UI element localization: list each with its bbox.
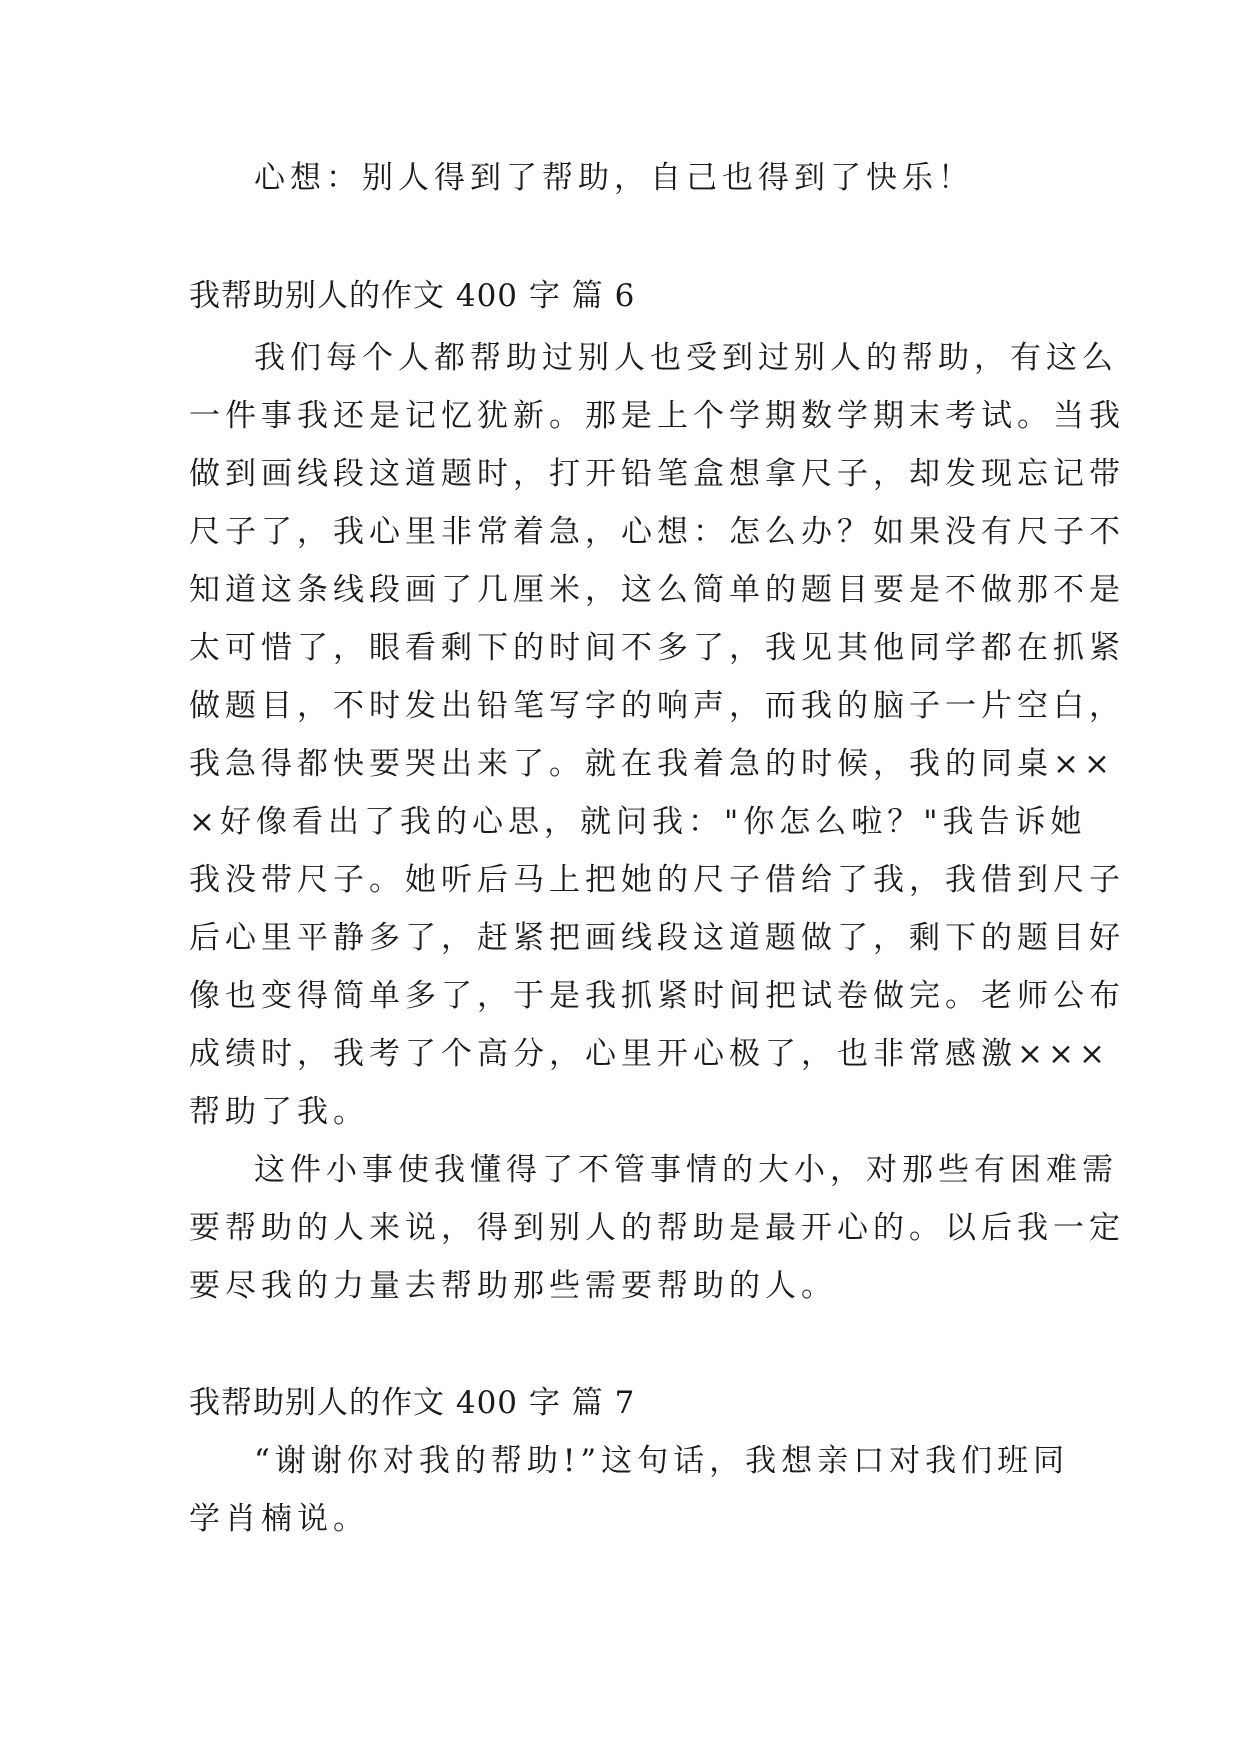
paragraph-line: 要尽我的力量去帮助那些需要帮助的人。 [189,1268,837,1304]
paragraph-line: 做题目，不时发出铅笔写字的响声，而我的脑子一片空白， [189,688,1125,724]
paragraph-line: 这件小事使我懂得了不管事情的大小，对那些有困难需 [254,1152,1118,1188]
paragraph-line: 尺子了，我心里非常着急，心想：怎么办？如果没有尺子不 [189,514,1125,550]
paragraph-line: 做到画线段这道题时，打开铅笔盒想拿尺子，却发现忘记带 [189,456,1125,492]
paragraph-line: 我急得都快要哭出来了。就在我着急的时候，我的同桌×× [189,746,1115,782]
paragraph-line: 帮助了我。 [189,1094,369,1130]
section-heading: 我帮助别人的作文 400 字 篇 7 [189,1385,636,1421]
paragraph-line: “谢谢你对我的帮助!”这句话，我想亲口对我们班同 [254,1443,1070,1479]
paragraph-line: 太可惜了，眼看剩下的时间不多了，我见其他同学都在抓紧 [189,630,1125,666]
paragraph-line: ×好像看出了我的心思，就问我："你怎么啦？"我告诉她 [189,804,1087,840]
paragraph-line: 成绩时，我考了个高分，心里开心极了，也非常感激××× [189,1036,1110,1072]
paragraph-line: 像也变得简单多了，于是我抓紧时间把试卷做完。老师公布 [189,978,1125,1014]
paragraph-line: 后心里平静多了，赶紧把画线段这道题做了，剩下的题目好 [189,920,1125,956]
paragraph-line: 学肖楠说。 [189,1501,369,1537]
paragraph-line: 我没带尺子。她听后马上把她的尺子借给了我，我借到尺子 [189,862,1125,898]
paragraph-line: 我们每个人都帮助过别人也受到过别人的帮助，有这么 [254,340,1118,376]
paragraph-line: 知道这条线段画了几厘米，这么简单的题目要是不做那不是 [189,572,1125,608]
paragraph-line: 要帮助的人来说，得到别人的帮助是最开心的。以后我一定 [189,1210,1125,1246]
paragraph-line: 心想：别人得到了帮助，自己也得到了快乐！ [254,160,974,196]
section-heading: 我帮助别人的作文 400 字 篇 6 [189,278,636,314]
paragraph-line: 一件事我还是记忆犹新。那是上个学期数学期末考试。当我 [189,398,1125,434]
